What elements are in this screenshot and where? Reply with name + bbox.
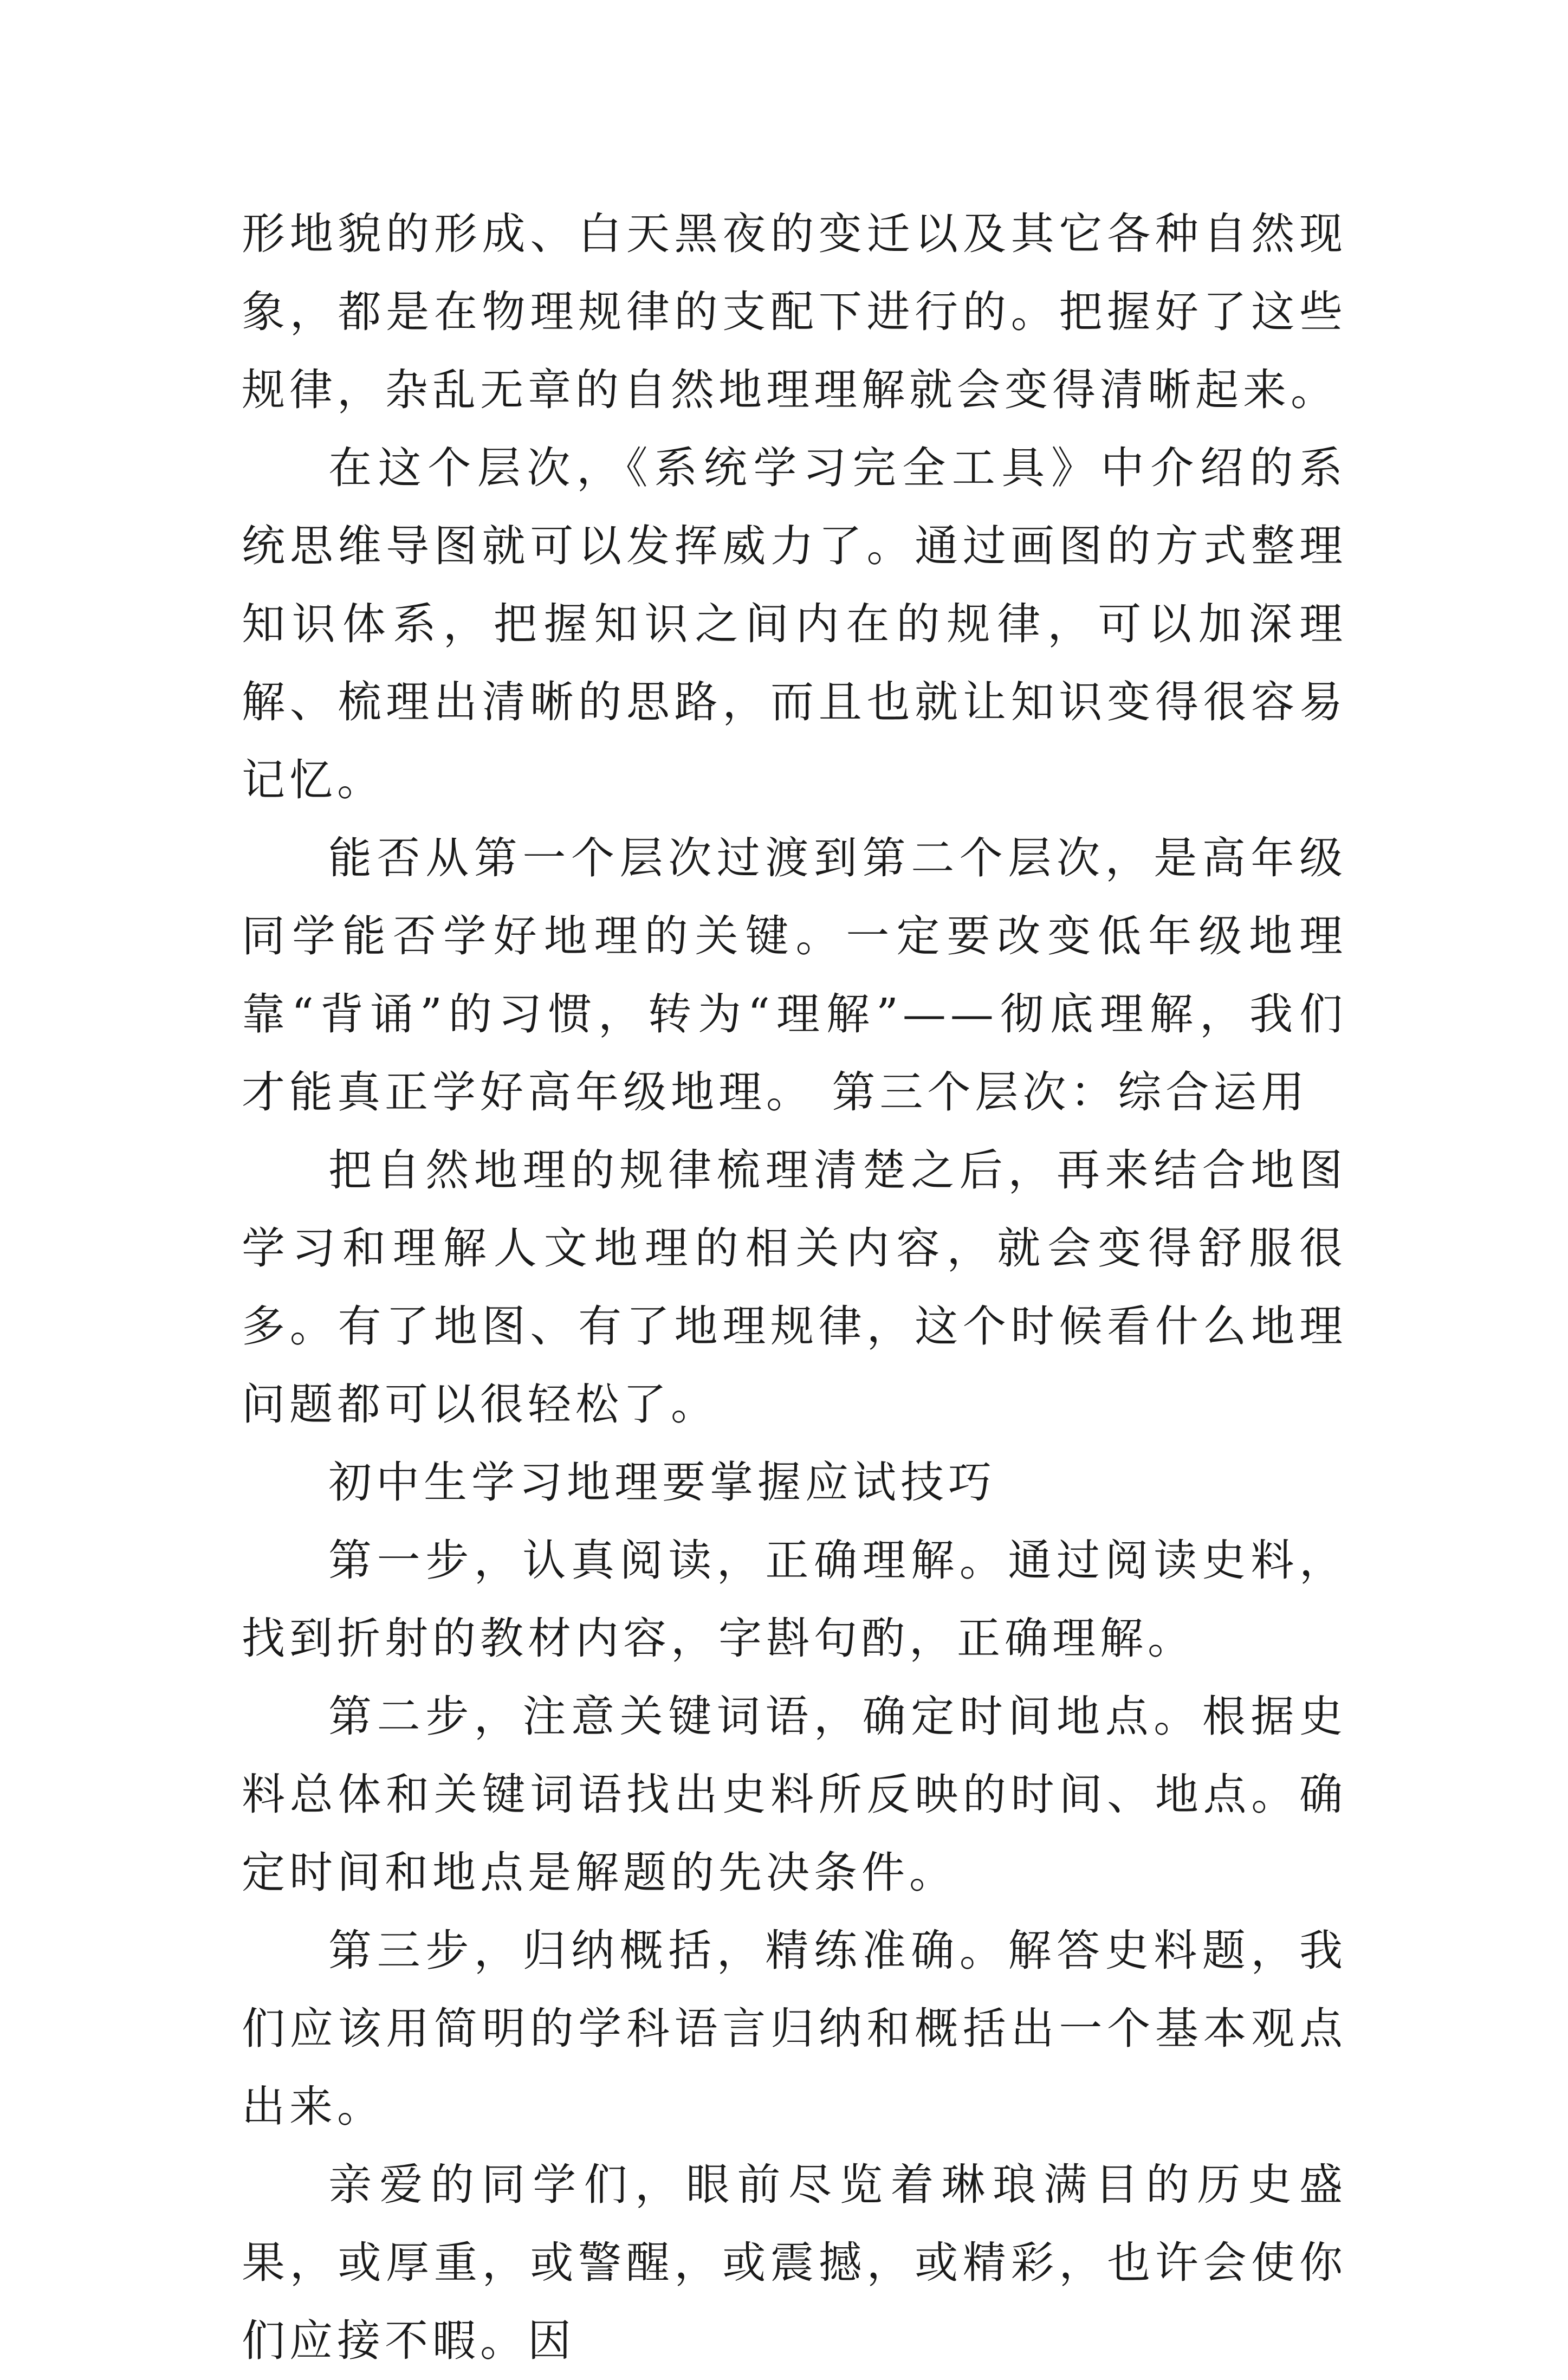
section-heading-exam-skills: 初中生学习地理要掌握应试技巧: [328, 1457, 996, 1508]
paragraph-mind-map: 在这个层次，《系统学习完全工具》中介绍的系统思维导图就可以发挥威力了。通过画图的方式整理知识体系，把握知识之间内在的规律，可以加深理解、梳理出清晰的思路，而且也就让知识变得很容易记忆。: [242, 443, 1347, 805]
body-text: [242, 195, 1347, 2380]
paragraph-step-two: 第二步，注意关键词语，确定时间地点。根据史料总体和关键词语找出史料所反映的时间、地点。确定时间和地点是解题的先决条件。: [242, 1691, 1347, 1898]
paragraph-comprehensive-use: 把自然地理的规律梳理清楚之后，再来结合地图学习和理解人文地理的相关内容，就会变得舒服很多。有了地图、有了地理规律，这个时候看什么地理问题都可以很轻松了。: [242, 1145, 1347, 1430]
paragraph-closing: 亲爱的同学们，眼前尽览着琳琅满目的历史盛果，或厚重，或警醒，或震撼，或精彩，也许会使你们应接不暇。因: [242, 2159, 1347, 2366]
paragraph-level-transition: 能否从第一个层次过渡到第二个层次，是高年级同学能否学好地理的关键。一定要改变低年级地理靠“背诵”的习惯，转为“理解”——彻底理解，我们才能真正学好高年级地理。 第三个层次：综合运用: [242, 833, 1347, 1117]
paragraph-step-three: 第三步，归纳概括，精练准确。解答史料题，我们应该用简明的学科语言归纳和概括出一个基本观点出来。: [242, 1925, 1347, 2132]
paragraph-continuation: 形地貌的形成、白天黑夜的变迁以及其它各种自然现象，都是在物理规律的支配下进行的。把握好了这些规律，杂乱无章的自然地理理解就会变得清晰起来。: [242, 209, 1347, 415]
paragraph-step-one: 第一步，认真阅读，正确理解。通过阅读史料，找到折射的教材内容，字斟句酌，正确理解。: [242, 1535, 1347, 1664]
